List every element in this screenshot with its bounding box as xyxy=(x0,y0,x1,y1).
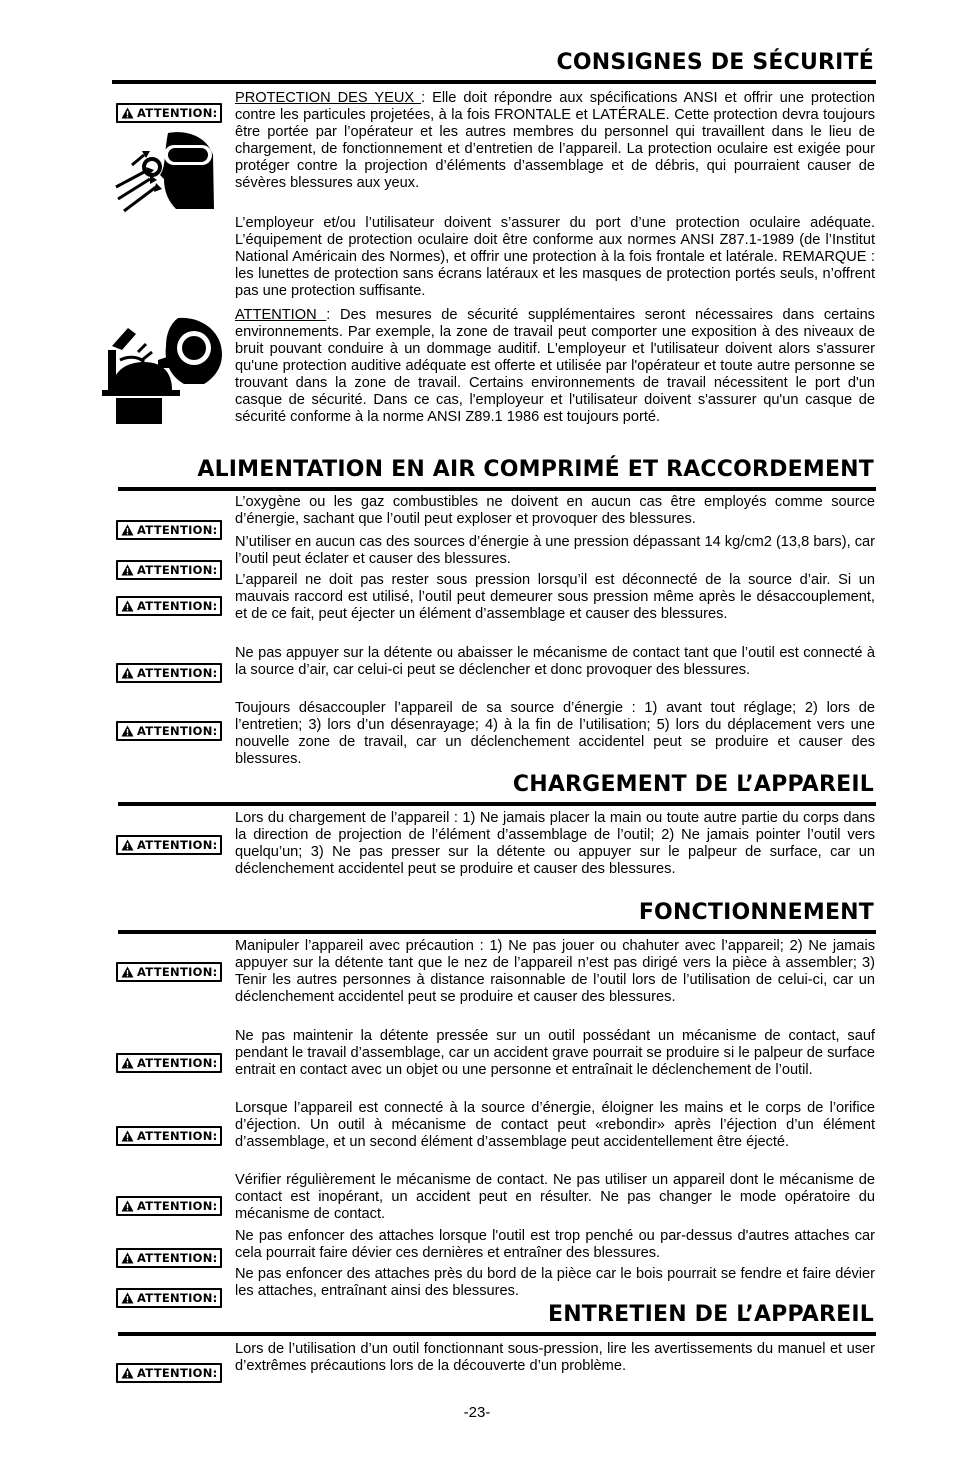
attention-badge xyxy=(116,1126,222,1146)
attention-badge-inner xyxy=(118,665,220,681)
attention-label: ATTENTION: xyxy=(137,563,218,577)
paragraph-air-disconnect: L’appareil ne doit pas rester sous pression lorsqu’il est déconnecté de la source d’air. Si un mauvais raccord est utilisé, l’outil peut demeurer sous pression même après le désaccouplement, et de ce fait, peut éjecter un élément d’assemblage et causer des blessures. xyxy=(235,572,875,622)
section-title-safety: CONSIGNES DE SÉCURITÉ xyxy=(556,50,874,75)
attention-badge-inner xyxy=(118,1128,220,1144)
attention-label: ATTENTION: xyxy=(137,724,218,738)
attention-badge xyxy=(116,103,222,123)
attention-badge xyxy=(116,596,222,616)
warning-triangle-icon xyxy=(121,667,134,679)
paragraph-operation-handling: Manipuler l’appareil avec précaution : 1) Ne pas jouer ou chahuter avec l’appareil; 2) Ne jamais appuyer sur la détente tant que le nez de l’appareil n’est pas dirigé vers la pièce à assembler; 3) Tenir les autres personnes à distance raisonnable de l’outil lors de l’utilisation de celui-ci, car un déclenchement accidentel peut se produire et causer des blessures. xyxy=(235,938,875,1005)
attention-badge xyxy=(116,1288,222,1308)
eye-protection-icon xyxy=(110,125,220,215)
attention-badge-inner xyxy=(118,598,220,614)
section-title-maintenance: ENTRETIEN DE L’APPAREIL xyxy=(547,1302,874,1327)
attention-label: ATTENTION: xyxy=(137,1199,218,1213)
paragraph-air-pressure: N’utiliser en aucun cas des sources d’énergie à une pression dépassant 14 kg/cm2 (13,8 bars), car l’outil peut éclater et causer des blessures. xyxy=(235,534,875,567)
attention-badge xyxy=(116,520,222,540)
attention-badge-inner xyxy=(118,964,220,980)
attention-badge-inner xyxy=(118,723,220,739)
attention-label: ATTENTION: xyxy=(137,523,218,537)
paragraph-operation-contact: Vérifier régulièrement le mécanisme de contact. Ne pas utiliser un appareil dont le mécanisme de contact est inopérant, un accident peut en résulter. Ne pas changer le mode opératoire du mécanisme de contact. xyxy=(235,1172,875,1222)
attention-badge-inner xyxy=(118,1055,220,1071)
paragraph-additional-measures xyxy=(235,307,875,426)
attention-badge-inner xyxy=(118,1198,220,1214)
attention-badge xyxy=(116,1196,222,1216)
paragraph-text: : Elle doit répondre aux spécifications ANSI et offrir une protection contre les particules projetées, à la fois FRONTALE et LATÉRALE. Cette protection devra toujours être portée par l’opérateur et les autres membres du personnel qui travaillent dans le lieu de chargement, de fonctionnement et d’entretien de l’appareil. La protection oculaire est exigée pour protéger contre la projection d’éléments d’assemblage et de débris, qui pourraient causer de sévères blessures aux yeux. xyxy=(235,90,875,191)
warning-triangle-icon xyxy=(121,725,134,737)
paragraph-operation-trigger: Ne pas maintenir la détente pressée sur un outil possédant un mécanisme de contact, sauf pendant le travail d’assemblage, car un accident grave pourrait se produire si le palpeur de surface entrait en contact avec un objet ou une personne et entraînait le déclenchement de l’outil. xyxy=(235,1028,875,1078)
section-title-air-supply: ALIMENTATION EN AIR COMPRIMÉ ET RACCORDEMENT xyxy=(197,457,874,482)
section-divider xyxy=(112,80,876,84)
attention-label: ATTENTION: xyxy=(137,106,218,120)
section-divider xyxy=(118,930,876,934)
attention-badge xyxy=(116,1053,222,1073)
attention-badge xyxy=(116,1363,222,1383)
attention-label: ATTENTION: xyxy=(137,1129,218,1143)
warning-triangle-icon xyxy=(121,564,134,576)
section-title-loading: CHARGEMENT DE L’APPAREIL xyxy=(512,772,874,797)
paragraph-operation-angle: Ne pas enfoncer des attaches lorsque l'outil est trop penché ou par-dessus d'autres attaches car cela pourrait faire dévier ces dernières et entraîner des blessures. xyxy=(235,1228,875,1261)
section-divider xyxy=(118,1332,876,1336)
lead-eye-protection: PROTECTION DES YEUX xyxy=(235,90,422,106)
section-title-operation: FONCTIONNEMENT xyxy=(638,900,874,925)
attention-badge xyxy=(116,962,222,982)
warning-triangle-icon xyxy=(121,1200,134,1212)
warning-triangle-icon xyxy=(121,839,134,851)
paragraph-eye-protection xyxy=(235,90,875,192)
attention-label: ATTENTION: xyxy=(137,666,218,680)
attention-label: ATTENTION: xyxy=(137,1366,218,1380)
section-divider xyxy=(118,487,876,491)
attention-label: ATTENTION: xyxy=(137,1251,218,1265)
paragraph-text: : Des mesures de sécurité supplémentaires seront nécessaires dans certains environnements. Par exemple, la zone de travail peut comporter une exposition à des niveaux de bruit pouvant conduire à un dommage auditif. L'employeur et l'utilisateur doivent alors s'assurer qu'une protection auditive adéquate est offerte et utilisée par l'opérateur et toute autre personne se trouvant dans la zone de travail. Certains environnements de travail nécessitent le port d'un casque de sécurité. Dans ce cas, l'employeur et l'utilisateur doivent s'assurer qu'un casque de sécurité conforme à la norme ANSI Z89.1 1986 est toujours porté. xyxy=(235,307,875,425)
paragraph-employer-eye: L’employeur et/ou l’utilisateur doivent s’assurer du port d’une protection oculaire adéquate. L’équipement de protection oculaire doit être conforme aux normes ANSI Z87.1-1989 (de l’Institut National Américain des Normes), et offrir une protection à la fois frontale et latérale. REMARQUE : les lunettes de protection sans écrans latéraux et les masques de protection portés seuls, n’offrent pas une protection suffisante. xyxy=(235,215,875,299)
attention-badge xyxy=(116,1248,222,1268)
attention-badge-inner xyxy=(118,1250,220,1266)
attention-badge xyxy=(116,663,222,683)
warning-triangle-icon xyxy=(121,1130,134,1142)
attention-badge xyxy=(116,835,222,855)
warning-triangle-icon xyxy=(121,524,134,536)
attention-label: ATTENTION: xyxy=(137,599,218,613)
attention-badge-inner xyxy=(118,1290,220,1306)
attention-label: ATTENTION: xyxy=(137,965,218,979)
warning-triangle-icon xyxy=(121,1292,134,1304)
attention-badge xyxy=(116,560,222,580)
attention-badge-inner xyxy=(118,837,220,853)
warning-triangle-icon xyxy=(121,1057,134,1069)
section-divider xyxy=(118,802,876,806)
attention-label: ATTENTION: xyxy=(137,1056,218,1070)
warning-triangle-icon xyxy=(121,107,134,119)
attention-badge xyxy=(116,721,222,741)
attention-badge-inner xyxy=(118,105,220,121)
attention-label: ATTENTION: xyxy=(137,838,218,852)
warning-triangle-icon xyxy=(121,966,134,978)
attention-badge-inner xyxy=(118,522,220,538)
warning-triangle-icon xyxy=(121,1367,134,1379)
attention-badge-inner xyxy=(118,1365,220,1381)
warning-triangle-icon xyxy=(121,600,134,612)
paragraph-air-uncouple: Toujours désaccoupler l’appareil de sa source d’énergie : 1) avant tout réglage; 2) lors de l’entretien; 3) lors d’un désenrayage; 4) à la fin de l’utilisation; 5) lors du déplacement vers une nouvelle zone de travail, car un déclenchement accidentel peut se produire et causer des blessures. xyxy=(235,700,875,767)
attention-badge-inner xyxy=(118,562,220,578)
page-number: -23- xyxy=(463,1404,491,1421)
paragraph-maintenance: Lors de l’utilisation d’un outil fonctionnant sous-pression, lire les avertissements du manuel et user d’extrêmes précautions lors de la découverte d’un problème. xyxy=(235,1341,875,1374)
lead-attention: ATTENTION xyxy=(235,307,327,323)
attention-label: ATTENTION: xyxy=(137,1291,218,1305)
ear-protection-icon xyxy=(98,316,228,426)
paragraph-loading: Lors du chargement de l’appareil : 1) Ne jamais placer la main ou toute autre partie du corps dans la direction de projection de l’élément d’assemblage de l’outil; 2) Ne jamais pointer l’outil vers quelqu’un; 3) Ne pas presser sur la détente ou appuyer sur le palpeur de surface, car un déclenchement accidentel peut se produire et causer des blessures. xyxy=(235,810,875,877)
paragraph-operation-ejection: Lorsque l’appareil est connecté à la source d’énergie, éloigner les mains et le corps de l’orifice d’éjection. Un outil à mécanisme de contact peut «rebondir» après l’éjection d’un élément d’assemblage, et un second élément d’assemblage peut accidentellement être éjecté. xyxy=(235,1100,875,1150)
paragraph-air-oxygen: L’oxygène ou les gaz combustibles ne doivent en aucun cas être employés comme source d’énergie, sachant que l’outil peut exploser et provoquer des blessures. xyxy=(235,494,875,527)
paragraph-operation-edge: Ne pas enfoncer des attaches près du bord de la pièce car le bois pourrait se fendre et faire dévier les attaches, entraînant ainsi des blessures. xyxy=(235,1266,875,1299)
paragraph-air-trigger: Ne pas appuyer sur la détente ou abaisser le mécanisme de contact tant que l’outil est connecté à la source d’air, car celui-ci peut se déclencher et donc provoquer des blessures. xyxy=(235,645,875,678)
warning-triangle-icon xyxy=(121,1252,134,1264)
